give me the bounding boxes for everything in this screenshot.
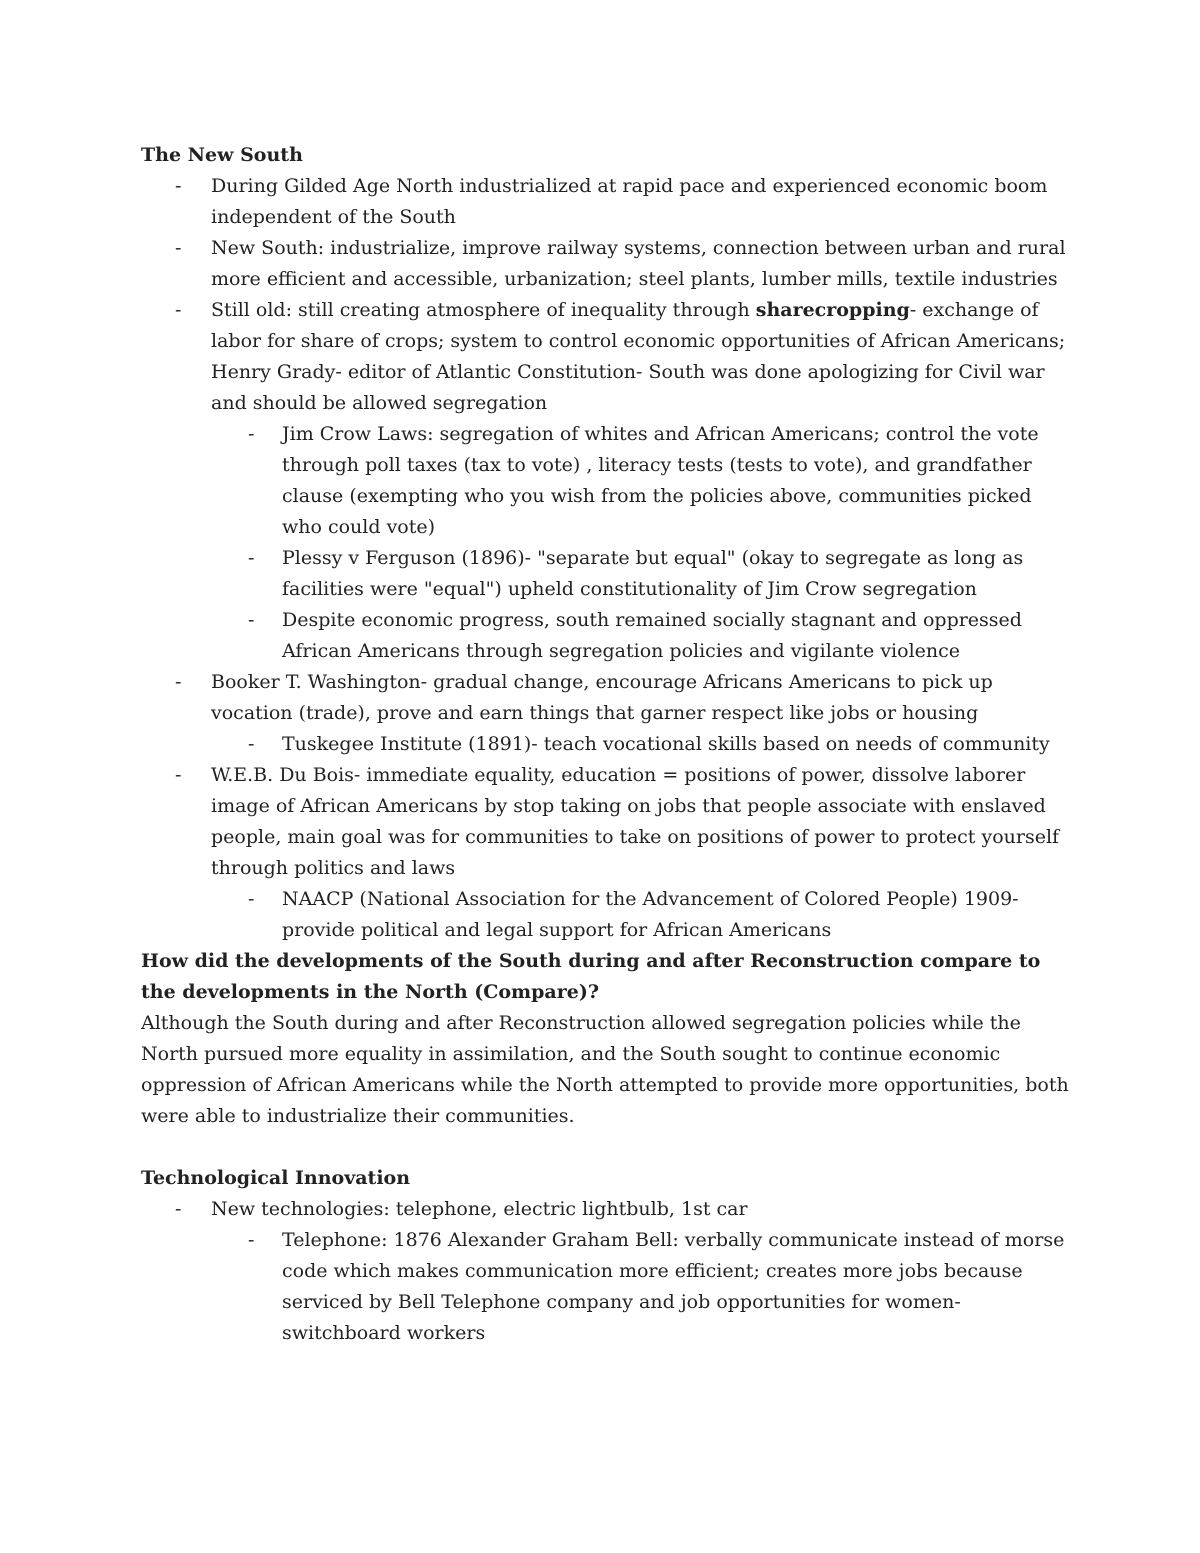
sublist	[211, 884, 1071, 946]
list-item-text: - exchange of labor for share of crops; system to control economic opportunities of African Americans; Henry Grady- editor of Atlantic Constitution- South was done apologizing for Civil war and should be allowed segregation	[211, 299, 1066, 414]
list-item	[141, 760, 1071, 946]
sublist-item: - NAACP (National Association for the Advancement of Colored People) 1909- provide political and legal support for African Americans	[211, 884, 1071, 946]
list-item	[141, 1194, 1071, 1349]
compare-answer: Although the South during and after Reconstruction allowed segregation policies while the North pursued more equality in assimilation, and the South sought to continue economic oppression of African Americans while the North attempted to provide more opportunities, both were able to industrialize their communities.	[141, 1012, 1069, 1127]
sublist	[211, 729, 1071, 760]
new-south-list	[141, 171, 1071, 946]
list-item-text: W.E.B. Du Bois- immediate equality, education = positions of power, dissolve laborer image of African Americans by stop taking on jobs that people associate with enslaved people, main goal was for communities to take on positions of power to protect yourself through politics and laws	[211, 764, 1060, 879]
bold-term: sharecropping	[755, 299, 910, 321]
spacer	[141, 1132, 1071, 1163]
sublist-item: - Tuskegee Institute (1891)- teach vocational skills based on needs of community	[211, 729, 1071, 760]
list-item-text: Booker T. Washington- gradual change, encourage Africans Americans to pick up vocation (trade), prove and earn things that garner respect like jobs or housing	[211, 671, 993, 724]
tech-list	[141, 1194, 1071, 1349]
section-title-new-south: The New South	[141, 144, 303, 166]
list-item	[141, 667, 1071, 760]
sublist-item: - Despite economic progress, south remained socially stagnant and oppressed African Americans through segregation policies and vigilante violence	[211, 605, 1071, 667]
compare-question: How did the developments of the South during and after Reconstruction compare to the developments in the North (Compare)?	[141, 950, 1041, 1003]
list-item-text: Still old: still creating atmosphere of inequality through	[211, 299, 756, 321]
list-item: - During Gilded Age North industrialized at rapid pace and experienced economic boom independent of the South	[141, 171, 1071, 233]
section-title-tech: Technological Innovation	[141, 1167, 411, 1189]
list-item	[141, 295, 1071, 667]
sublist	[211, 1225, 1071, 1349]
list-item: - New South: industrialize, improve railway systems, connection between urban and rural more efficient and accessible, urbanization; steel plants, lumber mills, textile industries	[141, 233, 1071, 295]
document-content	[141, 140, 1071, 1349]
list-item-text: New technologies: telephone, electric lightbulb, 1st car	[211, 1198, 748, 1220]
sublist-item: - Jim Crow Laws: segregation of whites and African Americans; control the vote through poll taxes (tax to vote) , literacy tests (tests to vote), and grandfather clause (exempting who you wish from the policies above, communities picked who could vote)	[211, 419, 1071, 543]
sublist-item: - Telephone: 1876 Alexander Graham Bell: verbally communicate instead of morse code which makes communication more efficient; creates more jobs because serviced by Bell Telephone company and job opportunities for women- switchboard workers	[211, 1225, 1071, 1349]
sublist-item: - Plessy v Ferguson (1896)- "separate but equal" (okay to segregate as long as facilities were "equal") upheld constitutionality of Jim Crow segregation	[211, 543, 1071, 605]
sublist	[211, 419, 1071, 667]
